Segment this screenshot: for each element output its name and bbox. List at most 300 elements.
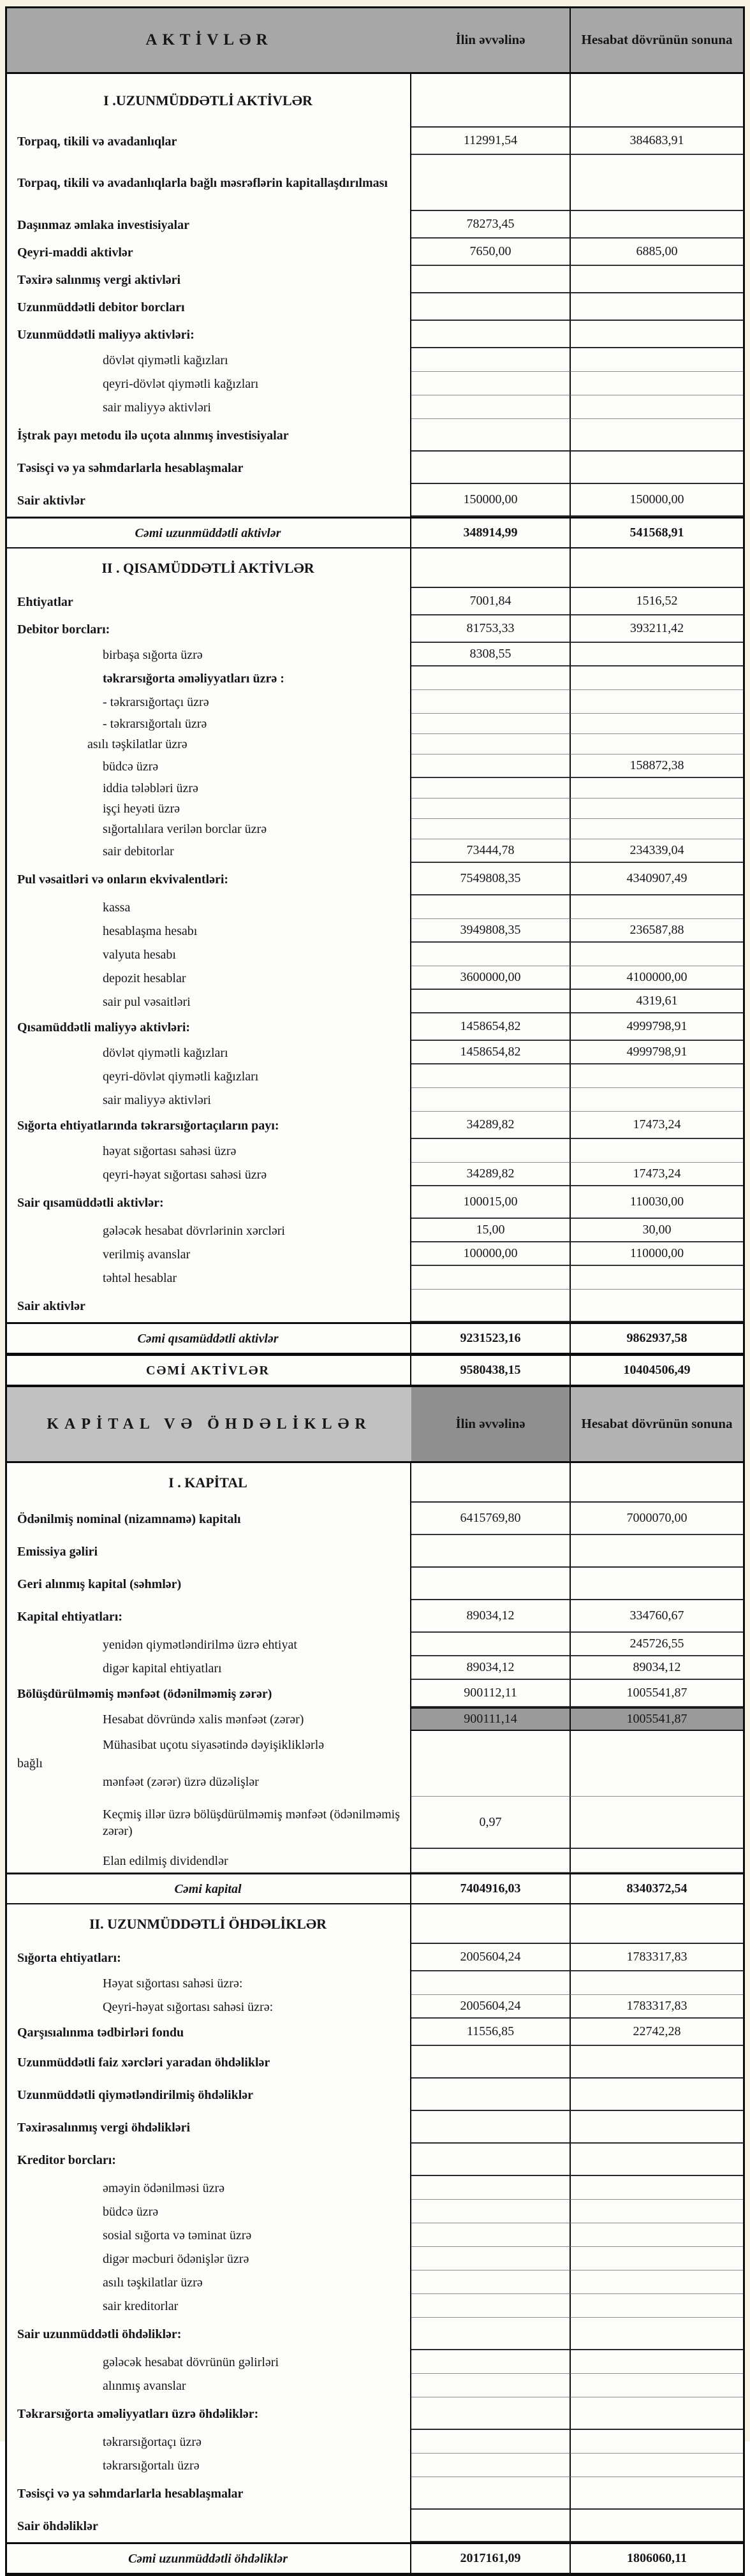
row-label: Kapital ehtiyatları: bbox=[7, 1600, 411, 1633]
table-row bbox=[7, 1656, 743, 1680]
value-start-of-year bbox=[411, 2200, 570, 2223]
value-end-of-period bbox=[570, 2111, 743, 2144]
row-label: sair maliyyə aktivləri bbox=[7, 1088, 411, 1112]
row-label: Sair aktivlər bbox=[7, 1290, 411, 1322]
value-start-of-year: 150000,00 bbox=[411, 484, 570, 517]
value-start-of-year: 7549808,35 bbox=[411, 863, 570, 895]
table-row bbox=[7, 2542, 743, 2574]
value-end-of-period: 6885,00 bbox=[570, 239, 743, 266]
table-row bbox=[7, 2477, 743, 2510]
value-start-of-year bbox=[411, 419, 570, 452]
row-label: təkrarsığorta əməliyyatları üzrə : bbox=[7, 666, 411, 690]
value-end-of-period: 89034,12 bbox=[570, 1656, 743, 1680]
row-label: gələcək hesabat dövrünün gəlirləri bbox=[7, 2350, 411, 2374]
row-label: Cəmi qısamüddətli aktivlər bbox=[7, 1324, 411, 1353]
value-start-of-year bbox=[411, 321, 570, 348]
value-end-of-period bbox=[570, 2247, 743, 2271]
table-row bbox=[7, 966, 743, 990]
table-row bbox=[7, 990, 743, 1013]
value-start-of-year bbox=[411, 1535, 570, 1568]
value-start-of-year: 9580438,15 bbox=[460, 1363, 521, 1377]
table-row bbox=[7, 1088, 743, 1112]
value-start-of-year: 11556,85 bbox=[411, 2019, 570, 2046]
table-row bbox=[7, 452, 743, 484]
value-end-of-period bbox=[570, 2397, 743, 2430]
row-label: I .UZUNMÜDDƏTLİ AKTİVLƏR bbox=[7, 74, 411, 128]
value-start-of-year: 34289,82 bbox=[411, 1112, 570, 1139]
value-start-of-year bbox=[411, 1568, 570, 1600]
row-label: Keçmiş illər üzrə bölüşdürülməmiş mənfəət (ödənilməmiş zərər) bbox=[7, 1797, 411, 1849]
table-row bbox=[7, 819, 743, 839]
row-label: Sair aktivlər bbox=[7, 484, 411, 517]
table-row bbox=[7, 419, 743, 452]
value-end-of-period bbox=[570, 395, 743, 419]
row-label: təhtəl hesablar bbox=[7, 1266, 411, 1290]
value-end-of-period bbox=[570, 734, 743, 754]
row-label: yenidən qiymətləndirilmə üzrə ehtiyat bbox=[7, 1633, 411, 1656]
row-label: Təsisçi və ya səhmdarlarla hesablaşmalar bbox=[7, 452, 411, 484]
table-row bbox=[7, 155, 743, 211]
value-end-of-period: 1806060,11 bbox=[570, 2544, 743, 2573]
value-end-of-period: 4999798,91 bbox=[570, 1041, 743, 1064]
row-label: təkrarsığortaçı üzrə bbox=[7, 2430, 411, 2454]
value-end-of-period bbox=[570, 2271, 743, 2294]
table-row bbox=[7, 1219, 743, 1242]
table-row bbox=[7, 615, 743, 643]
value-end-of-period bbox=[570, 2046, 743, 2079]
table-row bbox=[7, 919, 743, 943]
row-label: Emissiya gəliri bbox=[7, 1535, 411, 1568]
row-label: təkrarsığortalı üzrə bbox=[7, 2454, 411, 2477]
table-row bbox=[7, 2200, 743, 2223]
row-label: iddia tələbləri üzrə bbox=[7, 778, 411, 799]
table-row bbox=[7, 1944, 743, 1971]
value-end-of-period: 10404506,49 bbox=[570, 1356, 743, 1385]
row-label: qeyri-dövlət qiymətli kağızları bbox=[7, 1064, 411, 1088]
value-end-of-period bbox=[570, 2350, 743, 2374]
table-row bbox=[7, 863, 743, 895]
row-label: depozit hesablar bbox=[7, 966, 411, 990]
value-end-of-period bbox=[570, 2374, 743, 2397]
value-start-of-year bbox=[411, 1971, 570, 1995]
value-end-of-period: 236587,88 bbox=[570, 919, 743, 943]
value-end-of-period: 1783317,83 bbox=[570, 1995, 743, 2019]
table-row bbox=[7, 517, 743, 548]
row-label: Sığorta ehtiyatlarında təkrarsığortaçıların payı: bbox=[7, 1112, 411, 1139]
value-end-of-period bbox=[570, 643, 743, 666]
value-end-of-period bbox=[570, 2318, 743, 2350]
table-row bbox=[7, 1186, 743, 1219]
value-end-of-period: 158872,38 bbox=[570, 754, 743, 778]
value-end-of-period bbox=[570, 666, 743, 690]
table-row bbox=[7, 2111, 743, 2144]
table-row bbox=[7, 714, 743, 734]
row-label-line: mənfəət (zərər) üzrə düzəlişlər bbox=[103, 1775, 259, 1789]
value-end-of-period bbox=[570, 321, 743, 348]
value-start-of-year: 900112,11 bbox=[411, 1680, 570, 1707]
table-row bbox=[7, 2294, 743, 2318]
row-label: işçi heyəti üzrə bbox=[7, 799, 411, 819]
table-row bbox=[7, 1463, 743, 1503]
row-label: Uzunmüddətli maliyyə aktivləri: bbox=[7, 321, 411, 348]
value-end-of-period bbox=[570, 714, 743, 734]
row-label: asılı təşkilatlar üzrə bbox=[7, 2271, 411, 2294]
value-end-of-period: 7000070,00 bbox=[570, 1503, 743, 1535]
row-label: Təsisçi və ya səhmdarlarla hesablaşmalar bbox=[7, 2477, 411, 2510]
row-label: Hesabat dövründə xalis mənfəət (zərər) bbox=[7, 1707, 411, 1731]
value-end-of-period: 17473,24 bbox=[570, 1163, 743, 1186]
row-label: Cəmi uzunmüddətli öhdəliklər bbox=[7, 2544, 411, 2573]
table-row bbox=[7, 1904, 743, 1944]
table-row bbox=[7, 2223, 743, 2247]
row-label: Ehtiyatlar bbox=[7, 588, 411, 615]
value-end-of-period: 245726,55 bbox=[570, 1633, 743, 1656]
row-label: Təxirə salınmış vergi aktivləri bbox=[7, 266, 411, 293]
value-start-of-year bbox=[411, 754, 570, 778]
value-end-of-period bbox=[570, 372, 743, 395]
row-label bbox=[7, 1731, 411, 1797]
value-start-of-year bbox=[411, 2350, 570, 2374]
value-end-of-period bbox=[570, 2430, 743, 2454]
row-label: Sair qısamüddətli aktivlər: bbox=[7, 1186, 411, 1219]
value-end-of-period: 1005541,87 bbox=[570, 1707, 743, 1731]
row-label: Sair uzunmüddətli öhdəliklər: bbox=[7, 2318, 411, 2350]
row-label: büdcə üzrə bbox=[7, 754, 411, 778]
row-label: dövlət qiymətli kağızları bbox=[7, 1041, 411, 1064]
row-label: Həyat sığortası sahəsi üzrə: bbox=[7, 1971, 411, 1995]
row-label: dövlət qiymətli kağızları bbox=[7, 348, 411, 372]
table-row bbox=[7, 1680, 743, 1707]
row-label: hesablaşma hesabı bbox=[7, 919, 411, 943]
value-end-of-period bbox=[570, 2454, 743, 2477]
value-start-of-year bbox=[411, 1731, 570, 1797]
row-label: sosial sığorta və təminat üzrə bbox=[7, 2223, 411, 2247]
value-start-of-year bbox=[411, 690, 570, 714]
value-start-of-year: 78273,45 bbox=[411, 211, 570, 239]
table-row bbox=[7, 1290, 743, 1322]
row-label: Torpaq, tikili və avadanlıqlar bbox=[7, 128, 411, 155]
row-label: Elan edilmiş dividendlər bbox=[7, 1849, 411, 1873]
value-start-of-year: 15,00 bbox=[411, 1219, 570, 1242]
row-label: Cəmi uzunmüddətli aktivlər bbox=[7, 519, 411, 547]
table-row bbox=[7, 1849, 743, 1873]
value-start-of-year bbox=[411, 266, 570, 293]
row-label: Debitor borcları: bbox=[7, 615, 411, 643]
row-label: Geri alınmış kapital (səhmlər) bbox=[7, 1568, 411, 1600]
table-row bbox=[7, 2046, 743, 2079]
row-label: I . KAPİTAL bbox=[7, 1463, 411, 1503]
table-row bbox=[7, 895, 743, 919]
table-row bbox=[7, 1242, 743, 1266]
table-row bbox=[7, 1873, 743, 1904]
row-label: digər kapital ehtiyatları bbox=[7, 1656, 411, 1680]
value-end-of-period bbox=[570, 2144, 743, 2176]
value-end-of-period bbox=[570, 819, 743, 839]
table-row bbox=[7, 293, 743, 321]
table-row bbox=[7, 2144, 743, 2176]
table-row bbox=[7, 2454, 743, 2477]
value-start-of-year: 6415769,80 bbox=[411, 1503, 570, 1535]
table-row bbox=[7, 321, 743, 348]
value-start-of-year: 2017161,09 bbox=[460, 2551, 521, 2565]
table-row bbox=[7, 484, 743, 517]
value-end-of-period bbox=[570, 211, 743, 239]
value-start-of-year bbox=[411, 1088, 570, 1112]
row-label: həyat sığortası sahəsi üzrə bbox=[7, 1139, 411, 1163]
value-start-of-year bbox=[411, 2454, 570, 2477]
value-end-of-period: 8340372,54 bbox=[570, 1874, 743, 1903]
table-row bbox=[7, 666, 743, 690]
value-end-of-period: 110000,00 bbox=[570, 1242, 743, 1266]
table-row bbox=[7, 1064, 743, 1088]
value-start-of-year bbox=[411, 1849, 570, 1873]
value-end-of-period: 22742,28 bbox=[570, 2019, 743, 2046]
table-row bbox=[7, 266, 743, 293]
table-row bbox=[7, 395, 743, 419]
table-row bbox=[7, 643, 743, 666]
liabilities-title: KAPİTAL VƏ ÖHDƏLİKLƏR bbox=[7, 1387, 411, 1461]
row-label: digər məcburi ödənişlər üzrə bbox=[7, 2247, 411, 2271]
value-start-of-year: 7001,84 bbox=[411, 588, 570, 615]
row-label: Qeyri-həyat sığortası sahəsi üzrə: bbox=[7, 1995, 411, 2019]
table-row bbox=[7, 1731, 743, 1797]
row-label: valyuta hesabı bbox=[7, 943, 411, 966]
row-label: sair pul vəsaitləri bbox=[7, 990, 411, 1013]
value-start-of-year bbox=[411, 2223, 570, 2247]
row-label: Bölüşdürülməmiş mənfəət (ödənilməmiş zərər) bbox=[7, 1680, 411, 1707]
table-row bbox=[7, 839, 743, 863]
table-row bbox=[7, 2510, 743, 2542]
row-label: Sair öhdəliklər bbox=[7, 2510, 411, 2542]
value-end-of-period bbox=[570, 1797, 743, 1849]
value-start-of-year: 3949808,35 bbox=[411, 919, 570, 943]
value-end-of-period: 384683,91 bbox=[570, 128, 743, 155]
value-start-of-year bbox=[411, 548, 570, 588]
value-start-of-year: 73444,78 bbox=[411, 839, 570, 863]
value-end-of-period: 9862937,58 bbox=[570, 1324, 743, 1353]
table-row bbox=[7, 799, 743, 819]
row-label: Sığorta ehtiyatları: bbox=[7, 1944, 411, 1971]
row-label-line: bağlı bbox=[17, 1756, 43, 1770]
table-row bbox=[7, 1112, 743, 1139]
value-start-of-year: 89034,12 bbox=[411, 1600, 570, 1633]
value-start-of-year bbox=[411, 990, 570, 1013]
value-start-of-year bbox=[411, 666, 570, 690]
row-label: Uzunmüddətli debitor borcları bbox=[7, 293, 411, 321]
table-row bbox=[7, 1633, 743, 1656]
value-end-of-period: 150000,00 bbox=[570, 484, 743, 517]
table-row bbox=[7, 1163, 743, 1186]
row-label: Cəmi kapital bbox=[7, 1874, 411, 1903]
value-start-of-year bbox=[411, 395, 570, 419]
value-start-of-year bbox=[411, 2111, 570, 2144]
value-start-of-year bbox=[411, 2430, 570, 2454]
value-start-of-year: 348914,99 bbox=[463, 526, 518, 540]
row-label: İştrak payı metodu ilə uçota alınmış investisiyalar bbox=[7, 419, 411, 452]
value-start-of-year bbox=[411, 2477, 570, 2510]
row-label: əməyin ödənilməsi üzrə bbox=[7, 2176, 411, 2200]
value-start-of-year: 9231523,16 bbox=[460, 1331, 521, 1345]
row-label: Uzunmüddətli faiz xərcləri yaradan öhdəliklər bbox=[7, 2046, 411, 2079]
value-end-of-period: 1005541,87 bbox=[570, 1680, 743, 1707]
balance-sheet-table bbox=[5, 6, 745, 2576]
value-start-of-year bbox=[411, 2144, 570, 2176]
row-label-line: Mühasibat uçotu siyasətində dəyişikliklərlə bbox=[103, 1738, 325, 1752]
value-end-of-period: 1783317,83 bbox=[570, 1944, 743, 1971]
value-end-of-period bbox=[570, 2176, 743, 2200]
table-row bbox=[7, 690, 743, 714]
value-end-of-period: 393211,42 bbox=[570, 615, 743, 643]
value-start-of-year bbox=[411, 293, 570, 321]
value-start-of-year bbox=[411, 2247, 570, 2271]
value-start-of-year bbox=[411, 348, 570, 372]
value-start-of-year: 0,97 bbox=[411, 1797, 570, 1849]
value-end-of-period: 541568,91 bbox=[570, 519, 743, 547]
table-row bbox=[7, 348, 743, 372]
value-end-of-period bbox=[570, 266, 743, 293]
table-row bbox=[7, 588, 743, 615]
column-header-end-of-period: Hesabat dövrünün sonuna bbox=[570, 8, 743, 72]
table-row bbox=[7, 2176, 743, 2200]
row-label: Daşınmaz əmlaka investisiyalar bbox=[7, 211, 411, 239]
row-label: kassa bbox=[7, 895, 411, 919]
value-start-of-year: 34289,82 bbox=[411, 1163, 570, 1186]
row-label: Kreditor borcları: bbox=[7, 2144, 411, 2176]
table-row bbox=[7, 1535, 743, 1568]
value-end-of-period bbox=[570, 419, 743, 452]
value-end-of-period bbox=[570, 690, 743, 714]
row-label: verilmiş avanslar bbox=[7, 1242, 411, 1266]
value-start-of-year: 7650,00 bbox=[411, 239, 570, 266]
value-end-of-period: 4340907,49 bbox=[570, 863, 743, 895]
value-end-of-period: 1516,52 bbox=[570, 588, 743, 615]
table-row bbox=[7, 2019, 743, 2046]
value-start-of-year bbox=[411, 2294, 570, 2318]
row-label: qeyri-həyat sığortası sahəsi üzrə bbox=[7, 1163, 411, 1186]
value-start-of-year bbox=[411, 2176, 570, 2200]
table-row bbox=[7, 778, 743, 799]
value-start-of-year bbox=[411, 2397, 570, 2430]
value-end-of-period bbox=[570, 1535, 743, 1568]
row-label: büdcə üzrə bbox=[7, 2200, 411, 2223]
value-start-of-year bbox=[411, 1266, 570, 1290]
value-end-of-period bbox=[570, 2477, 743, 2510]
value-start-of-year bbox=[411, 155, 570, 211]
value-end-of-period bbox=[570, 2079, 743, 2111]
value-start-of-year: 7404916,03 bbox=[460, 1881, 521, 1895]
value-end-of-period: 4319,61 bbox=[570, 990, 743, 1013]
table-row bbox=[7, 1354, 743, 1386]
value-start-of-year bbox=[411, 799, 570, 819]
value-end-of-period bbox=[570, 155, 743, 211]
table-row bbox=[7, 548, 743, 588]
row-label: sair debitorlar bbox=[7, 839, 411, 863]
row-label: - təkrarsığortaçı üzrə bbox=[7, 690, 411, 714]
row-label: qeyri-dövlət qiymətli kağızları bbox=[7, 372, 411, 395]
value-end-of-period bbox=[570, 1290, 743, 1322]
value-end-of-period bbox=[570, 799, 743, 819]
value-end-of-period bbox=[570, 548, 743, 588]
value-start-of-year bbox=[411, 1633, 570, 1656]
value-start-of-year bbox=[411, 2271, 570, 2294]
table-row bbox=[7, 2079, 743, 2111]
value-end-of-period bbox=[570, 1731, 743, 1797]
value-end-of-period: 4999798,91 bbox=[570, 1013, 743, 1041]
value-start-of-year: 112991,54 bbox=[411, 128, 570, 155]
value-end-of-period bbox=[570, 1971, 743, 1995]
value-end-of-period bbox=[570, 778, 743, 799]
table-row bbox=[7, 943, 743, 966]
table-row bbox=[7, 2374, 743, 2397]
value-start-of-year bbox=[411, 714, 570, 734]
assets-header-row bbox=[7, 8, 743, 74]
value-start-of-year bbox=[411, 895, 570, 919]
value-end-of-period bbox=[570, 2200, 743, 2223]
value-start-of-year: 900111,14 bbox=[411, 1707, 570, 1731]
table-row bbox=[7, 372, 743, 395]
column-header-start-of-year: İlin əvvəlinə bbox=[455, 32, 526, 48]
value-end-of-period bbox=[570, 1849, 743, 1873]
table-row bbox=[7, 1139, 743, 1163]
value-start-of-year: 100015,00 bbox=[411, 1186, 570, 1219]
value-start-of-year: 100000,00 bbox=[411, 1242, 570, 1266]
value-start-of-year bbox=[411, 2046, 570, 2079]
value-start-of-year bbox=[411, 1904, 570, 1944]
row-label: birbaşa sığorta üzrə bbox=[7, 643, 411, 666]
value-start-of-year bbox=[411, 778, 570, 799]
value-end-of-period: 234339,04 bbox=[570, 839, 743, 863]
column-header-end-of-period: Hesabat dövrünün sonuna bbox=[570, 1387, 743, 1461]
table-row bbox=[7, 2271, 743, 2294]
value-end-of-period bbox=[570, 74, 743, 128]
table-row bbox=[7, 211, 743, 239]
value-start-of-year: 8308,55 bbox=[411, 643, 570, 666]
value-end-of-period bbox=[570, 1463, 743, 1503]
value-end-of-period bbox=[570, 2294, 743, 2318]
table-row bbox=[7, 754, 743, 778]
value-end-of-period bbox=[570, 1266, 743, 1290]
table-row bbox=[7, 1995, 743, 2019]
row-label: Pul vəsaitləri və onların ekvivalentləri: bbox=[7, 863, 411, 895]
value-end-of-period: 17473,24 bbox=[570, 1112, 743, 1139]
table-row bbox=[7, 2318, 743, 2350]
row-label: sığortalılara verilən borclar üzrə bbox=[7, 819, 411, 839]
table-row bbox=[7, 1971, 743, 1995]
row-label: asılı təşkilatlar üzrə bbox=[7, 734, 411, 754]
value-end-of-period bbox=[570, 943, 743, 966]
row-label: - təkrarsığortalı üzrə bbox=[7, 714, 411, 734]
table-row bbox=[7, 1797, 743, 1849]
value-start-of-year bbox=[411, 1064, 570, 1088]
row-label: II . QISAMÜDDƏTLİ AKTİVLƏR bbox=[7, 548, 411, 588]
table-row bbox=[7, 239, 743, 266]
value-start-of-year bbox=[411, 2079, 570, 2111]
value-start-of-year bbox=[411, 819, 570, 839]
value-end-of-period: 110030,00 bbox=[570, 1186, 743, 1219]
value-start-of-year: 2005604,24 bbox=[411, 1995, 570, 2019]
row-label: II. UZUNMÜDDƏTLİ ÖHDƏLİKLƏR bbox=[7, 1904, 411, 1944]
value-start-of-year bbox=[411, 734, 570, 754]
value-end-of-period bbox=[570, 2223, 743, 2247]
row-label: alınmış avanslar bbox=[7, 2374, 411, 2397]
value-start-of-year: 81753,33 bbox=[411, 615, 570, 643]
table-row bbox=[7, 74, 743, 128]
value-end-of-period bbox=[570, 1904, 743, 1944]
value-end-of-period bbox=[570, 1568, 743, 1600]
table-row bbox=[7, 2430, 743, 2454]
row-label: Qeyri-maddi aktivlər bbox=[7, 239, 411, 266]
value-start-of-year: 2005604,24 bbox=[411, 1944, 570, 1971]
